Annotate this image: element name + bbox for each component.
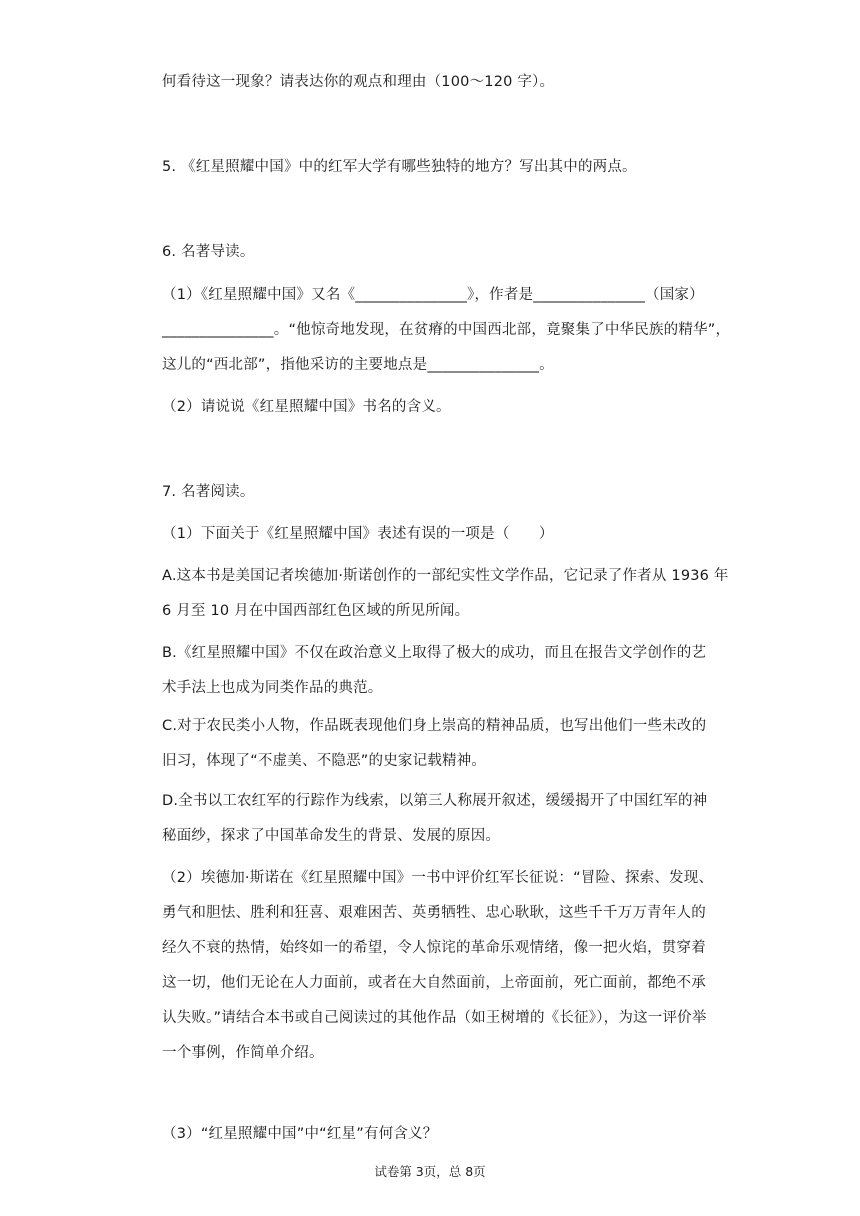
question-6-1-line-3: 这儿的“西北部”，指他采访的主要地点是_______________。 <box>162 357 554 373</box>
option-c-line-2: 旧习，体现了“不虚美、不隐恶”的史家记载精神。 <box>162 753 487 769</box>
question-6-1-line-2: _______________。“他惊奇地发现，在贫瘠的中国西北部，竟聚集了中华民族的精华”， <box>162 322 731 338</box>
question-6-2: （2）请说说《红星照耀中国》书名的含义。 <box>162 399 451 415</box>
question-6-1-line-1: （1）《红星照耀中国》又名《_______________》，作者是_______________（国家） <box>162 287 704 303</box>
question-4-continuation: 何看待这一现象？请表达你的观点和理由（100～120 字）。 <box>162 74 555 90</box>
question-7-1: （1）下面关于《红星照耀中国》表述有误的一项是（ ） <box>162 526 554 542</box>
option-c-line-1: C.对于农民类小人物，作品既表现他们身上崇高的精神品质，也写出他们一些未改的 <box>162 718 707 734</box>
question-7-2-line-5: 认失败。”请结合本书或自己阅读过的其他作品（如王树增的《长征》），为这一评价举 <box>162 1010 707 1026</box>
question-5: 5. 《红星照耀中国》中的红军大学有哪些独特的地方？写出其中的两点。 <box>162 159 637 175</box>
option-a-line-2: 6 月至 10 月在中国西部红色区域的所见所闻。 <box>162 603 470 619</box>
option-b-line-2: 术手法上也成为同类作品的典范。 <box>162 680 383 696</box>
question-7-2-line-6: 一个事例，作简单介绍。 <box>162 1045 324 1061</box>
option-b-line-1: B.《红星照耀中国》不仅在政治意义上取得了极大的成功，而且在报告文学创作的艺 <box>162 645 707 661</box>
question-7-heading: 7. 名著阅读。 <box>162 484 255 500</box>
question-6-heading: 6. 名著导读。 <box>162 244 255 260</box>
option-a-line-1: A.这本书是美国记者埃德加·斯诺创作的一部纪实性文学作品，它记录了作者从 1936 年 <box>162 568 729 584</box>
option-d-line-2: 秘面纱，探求了中国革命发生的背景、发展的原因。 <box>162 828 501 844</box>
question-7-2-line-4: 这一切，他们无论在人力面前，或者在大自然面前，上帝面前，死亡面前，都绝不承 <box>162 975 706 991</box>
question-7-2-line-1: （2）埃德加·斯诺在《红星照耀中国》一书中评价红军长征说：“冒险、探索、发现、 <box>162 870 714 886</box>
question-7-2-line-3: 经久不衰的热情，始终如一的希望，令人惊诧的革命乐观情绪，像一把火焰，贯穿着 <box>162 940 706 956</box>
question-7-2-line-2: 勇气和胆怯、胜利和狂喜、艰难困苦、英勇牺牲、忠心耿耿，这些千千万万青年人的 <box>162 905 706 921</box>
question-7-3: （3）“红星照耀中国”中“红星”有何含义？ <box>162 1126 438 1142</box>
option-d-line-1: D.全书以工农红军的行踪作为线索，以第三人称展开叙述，缓缓揭开了中国红军的神 <box>162 793 708 809</box>
page-footer: 试卷第 3页，总 8页 <box>374 1164 486 1179</box>
